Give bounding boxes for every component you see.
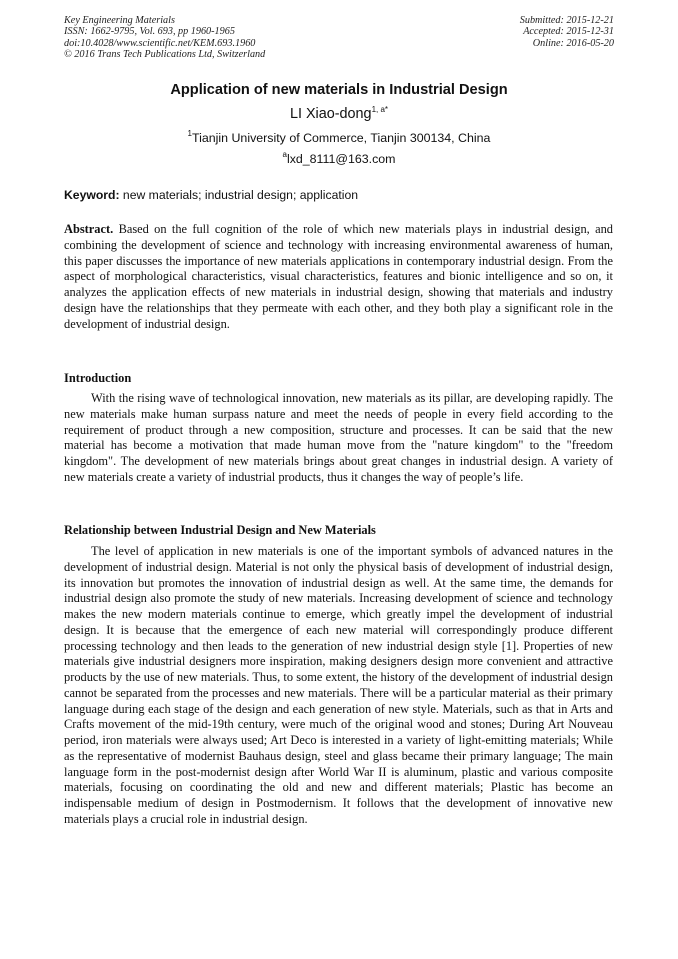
online-date: Online: 2016-05-20 bbox=[532, 37, 614, 49]
submitted-date: Submitted: 2015-12-21 bbox=[519, 15, 614, 26]
introduction-paragraph: With the rising wave of technological innovation, new materials as its pillar, are developing rapidly. The new materials make human surpass nature and meet the needs of people in every field according to the requirement of product through a new composition, structure and processes. It can be said that the new material has become a motivation that made human move from the "nature kingdom" to the "freedom kingdom". The development of new materials brings about great changes in industrial design. A variety of new materials create a variety of industrial products, thus it changes the way of people’s life. bbox=[64, 391, 613, 484]
author-name: LI Xiao-dong bbox=[289, 106, 372, 122]
affiliation-text: Tianjin University of Commerce, Tianjin 300134, China bbox=[192, 131, 491, 145]
email-line bbox=[0, 151, 678, 167]
keywords-line bbox=[64, 187, 358, 203]
paper-title: Application of new materials in Industrial Design bbox=[170, 82, 508, 98]
abstract-label: Abstract. bbox=[64, 222, 114, 236]
issn-line: ISSN: 1662-9795, Vol. 693, pp 1960-1965 bbox=[64, 26, 235, 38]
author-superscript: 1, a* bbox=[371, 105, 389, 114]
journal-info bbox=[64, 15, 265, 61]
introduction-heading: Introduction bbox=[64, 371, 132, 385]
relationship-heading: Relationship between Industrial Design and New Materials bbox=[64, 523, 376, 537]
relationship-paragraph: The level of application in new materials is one of the important symbols of advanced natures in the development of industrial design. Material is not only the physical basis of development of industrial design, its innovation but promotes the innovation of industrial design as well. At the same time, the demands for industrial design also promote the study of new materials. Increasing development of science and technology makes the new modern materials continue to emerge, which greatly impel the development of industrial design. It is because that the emergence of each new material will correspondingly produce different processing technology and then leads to the generation of new industrial design style [1]. Properties of new materials give industrial designers more inspiration, making designers design more convenient and attractive products by the use of new materials. Thus, to some extent, the history of the development of industrial design cannot be separated from the processes and new materials. There will be a particular material as their primary language during each stage of the design and each generation of new style. Materials, such as that in Arts and Crafts movement of the mid-19th century, were much of the original wood and stones; During Art Nouveau period, iron materials were always used; Art Deco is interested in a variety of light-emitting materials; While as the representative of modernist Bauhaus design, steel and glass became their primary language; The main language form in the post-modernist design after World War II is aluminum, plastic and various composite materials, focusing on coordinating the old and new and different materials; Plastic has become an indispensable medium of design in Postmodernism. It follows that the development of innovative new materials plays a crucial role in industrial design. bbox=[64, 544, 613, 826]
author-line bbox=[0, 104, 678, 124]
publication-dates bbox=[520, 15, 614, 49]
affiliation-line bbox=[0, 130, 678, 146]
abstract-paragraph bbox=[64, 222, 613, 332]
affiliation-superscript: 1 bbox=[187, 129, 192, 138]
keywords-label: Keyword: bbox=[64, 188, 120, 202]
keywords-text: new materials; industrial design; application bbox=[122, 188, 358, 202]
email-superscript: a bbox=[282, 150, 287, 159]
doi-line: doi:10.4028/www.scientific.net/KEM.693.1960 bbox=[64, 37, 256, 49]
copyright-line: © 2016 Trans Tech Publications Ltd, Switzerland bbox=[64, 49, 266, 61]
abstract-text: Based on the full cognition of the role of which new materials plays in industrial design, and combining the development of science and technology with increasing environmental awareness of human, this paper discusses the importance of new materials applications in contemporary industrial design. From the aspect of morphological characteristics, visual characteristics, features and bionic intelligence and so on, it analyzes the application effects of new materials in industrial design, showing that materials and industry design have the relationships that they permeate with each other, and they both play a significant role in the development of industrial design. bbox=[64, 222, 613, 331]
accepted-date: Accepted: 2015-12-31 bbox=[523, 26, 614, 38]
email-address: lxd_8111@163.com bbox=[286, 152, 396, 166]
journal-name: Key Engineering Materials bbox=[64, 15, 175, 26]
